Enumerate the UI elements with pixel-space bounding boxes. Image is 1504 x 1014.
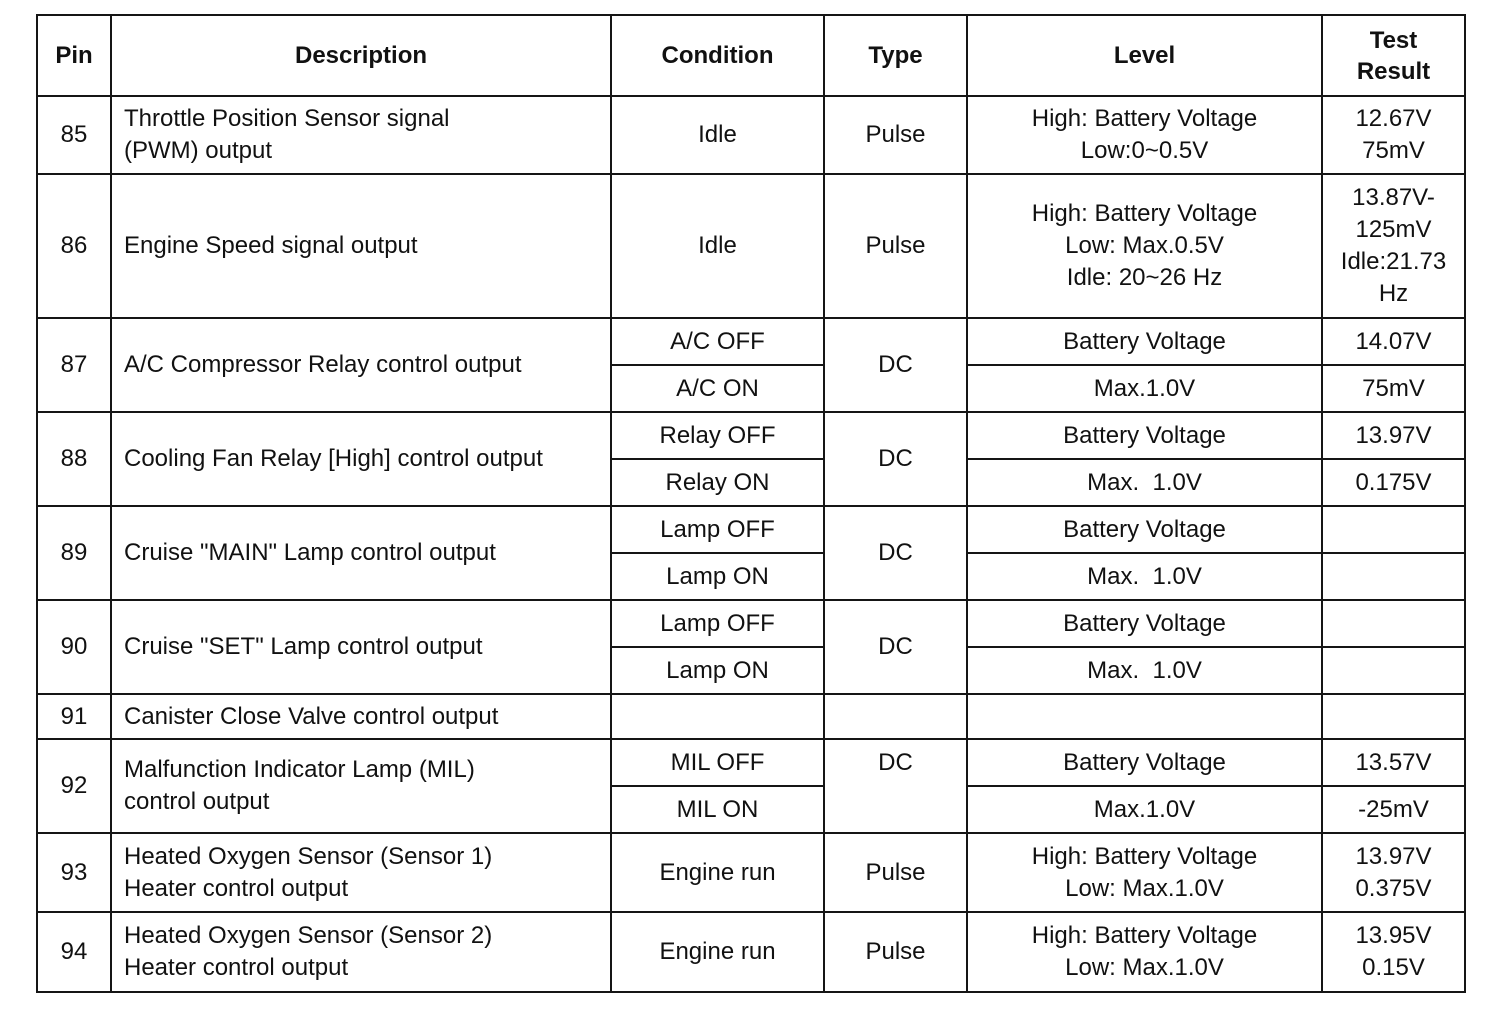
type-cell (824, 694, 967, 739)
level-cell: Max. 1.0V (967, 459, 1322, 506)
description-cell: Canister Close Valve control output (111, 694, 611, 739)
table-row-87 (37, 318, 1465, 365)
condition-cell: Lamp OFF (611, 600, 824, 647)
result-cell (1322, 694, 1465, 739)
result-cell: 14.07V (1322, 318, 1465, 365)
header-test-result: Test Result (1322, 15, 1465, 96)
level-cell: Max.1.0V (967, 365, 1322, 412)
level-cell: Max. 1.0V (967, 647, 1322, 694)
condition-cell: MIL ON (611, 786, 824, 833)
description-cell: A/C Compressor Relay control output (111, 318, 611, 412)
type-cell: Pulse (824, 174, 967, 318)
pin-cell: 92 (37, 739, 111, 833)
description-cell: Throttle Position Sensor signal (PWM) output (111, 96, 611, 174)
condition-cell: Relay OFF (611, 412, 824, 459)
level-cell: Max.1.0V (967, 786, 1322, 833)
description-cell: Cooling Fan Relay [High] control output (111, 412, 611, 506)
pin-cell: 90 (37, 600, 111, 694)
table-row-91 (37, 694, 1465, 739)
pin-cell: 88 (37, 412, 111, 506)
result-cell (1322, 647, 1465, 694)
level-cell: Battery Voltage (967, 600, 1322, 647)
table-row-92 (37, 739, 1465, 786)
pin-cell: 91 (37, 694, 111, 739)
pin-cell: 85 (37, 96, 111, 174)
header-row (37, 15, 1465, 96)
table-row-89 (37, 506, 1465, 553)
result-cell: 13.57V (1322, 739, 1465, 786)
result-cell (1322, 600, 1465, 647)
pin-cell: 89 (37, 506, 111, 600)
result-cell: 12.67V 75mV (1322, 96, 1465, 174)
table-row-93 (37, 833, 1465, 912)
description-cell: Malfunction Indicator Lamp (MIL) control output (111, 739, 611, 833)
result-cell: 13.97V 0.375V (1322, 833, 1465, 912)
description-cell: Heated Oxygen Sensor (Sensor 1) Heater control output (111, 833, 611, 912)
condition-cell: Lamp ON (611, 553, 824, 600)
result-cell (1322, 553, 1465, 600)
description-cell: Heated Oxygen Sensor (Sensor 2) Heater control output (111, 912, 611, 992)
pin-cell: 87 (37, 318, 111, 412)
description-cell: Cruise "MAIN" Lamp control output (111, 506, 611, 600)
type-cell: Pulse (824, 912, 967, 992)
result-cell: 13.97V (1322, 412, 1465, 459)
table-row-90 (37, 600, 1465, 647)
result-cell: -25mV (1322, 786, 1465, 833)
header-description: Description (111, 15, 611, 96)
result-cell: 13.95V 0.15V (1322, 912, 1465, 992)
pin-table (36, 14, 1466, 993)
description-cell: Cruise "SET" Lamp control output (111, 600, 611, 694)
level-cell: Battery Voltage (967, 506, 1322, 553)
condition-cell: A/C ON (611, 365, 824, 412)
condition-cell: Lamp ON (611, 647, 824, 694)
result-cell: 13.87V- 125mV Idle:21.73 Hz (1322, 174, 1465, 318)
header-type: Type (824, 15, 967, 96)
condition-cell: A/C OFF (611, 318, 824, 365)
table-row-94 (37, 912, 1465, 992)
type-cell: DC (824, 600, 967, 694)
type-cell: Pulse (824, 833, 967, 912)
type-cell: Pulse (824, 96, 967, 174)
condition-cell: Engine run (611, 833, 824, 912)
level-cell (967, 694, 1322, 739)
result-cell: 75mV (1322, 365, 1465, 412)
type-cell: DC (824, 318, 967, 412)
pin-cell: 94 (37, 912, 111, 992)
level-cell: High: Battery Voltage Low: Max.0.5V Idle: 20~26 Hz (967, 174, 1322, 318)
table-row-86 (37, 174, 1465, 318)
level-cell: High: Battery Voltage Low:0~0.5V (967, 96, 1322, 174)
table-row-85 (37, 96, 1465, 174)
table-row-88 (37, 412, 1465, 459)
level-cell: High: Battery Voltage Low: Max.1.0V (967, 912, 1322, 992)
type-cell: DC (824, 412, 967, 506)
pin-cell: 93 (37, 833, 111, 912)
header-level: Level (967, 15, 1322, 96)
condition-cell: Idle (611, 174, 824, 318)
condition-cell: Engine run (611, 912, 824, 992)
result-cell (1322, 506, 1465, 553)
description-cell: Engine Speed signal output (111, 174, 611, 318)
type-cell: DC (824, 739, 967, 786)
header-pin: Pin (37, 15, 111, 96)
result-cell: 0.175V (1322, 459, 1465, 506)
level-cell: Battery Voltage (967, 739, 1322, 786)
type-cell (824, 786, 967, 833)
condition-cell: Lamp OFF (611, 506, 824, 553)
level-cell: High: Battery Voltage Low: Max.1.0V (967, 833, 1322, 912)
condition-cell: Idle (611, 96, 824, 174)
pin-cell: 86 (37, 174, 111, 318)
header-condition: Condition (611, 15, 824, 96)
condition-cell (611, 694, 824, 739)
level-cell: Battery Voltage (967, 318, 1322, 365)
level-cell: Battery Voltage (967, 412, 1322, 459)
level-cell: Max. 1.0V (967, 553, 1322, 600)
condition-cell: MIL OFF (611, 739, 824, 786)
condition-cell: Relay ON (611, 459, 824, 506)
type-cell: DC (824, 506, 967, 600)
